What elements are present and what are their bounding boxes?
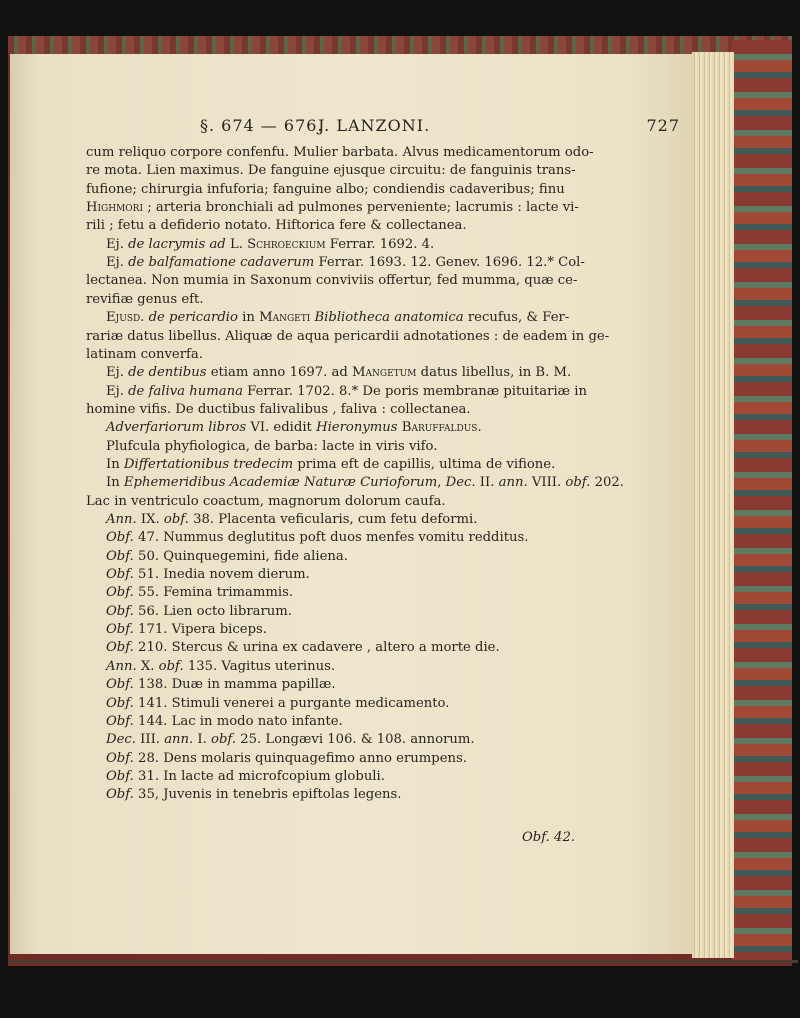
text-line bbox=[106, 603, 292, 621]
text-run: prima eft de capillis, ultima de vifione. bbox=[293, 456, 556, 472]
italic-text: Obf. bbox=[106, 640, 134, 656]
italic-text: de lacrymis ad bbox=[128, 236, 226, 252]
running-header bbox=[200, 116, 680, 138]
text-run: 171. Vipera biceps. bbox=[133, 622, 267, 638]
text-run: Ej. bbox=[106, 383, 129, 399]
italic-text: Obf. bbox=[106, 622, 134, 638]
text-line bbox=[106, 474, 624, 492]
section-range: §. 674 — 676. bbox=[200, 116, 324, 135]
text-line bbox=[86, 217, 467, 235]
text-run: 56. Lien octo librarum. bbox=[133, 603, 292, 619]
text-run: 210. Stercus & urina ex cadavere , altero a morte die. bbox=[133, 640, 500, 656]
italic-text: Ann. bbox=[106, 512, 137, 527]
text-line bbox=[106, 529, 528, 547]
text-run: L. bbox=[225, 236, 248, 252]
italic-text: Obf. bbox=[106, 787, 134, 803]
text-run: X. bbox=[136, 658, 159, 674]
text-run: Ferrar. 1702. 8.* De poris membranæ pituitariæ in bbox=[242, 383, 587, 399]
italic-text: de faliva humana bbox=[128, 383, 243, 399]
italic-text: de dentibus bbox=[128, 365, 207, 381]
text-line bbox=[106, 676, 336, 694]
text-run: datus libellus, in B. M. bbox=[416, 365, 572, 381]
italic-text: Dec. bbox=[106, 732, 136, 748]
italic-text: de balfamatione cadaverum bbox=[128, 255, 315, 271]
text-run: 50. Quinquegemini, fide aliena. bbox=[133, 548, 348, 564]
text-run: VI. edidit bbox=[246, 420, 317, 436]
text-line bbox=[106, 566, 310, 584]
small-caps-name: Mangeti bbox=[259, 310, 311, 326]
text-run: ; arteria bronchiali ad pulmones perveniente; lacrumis : lacte vi- bbox=[143, 200, 579, 216]
text-line bbox=[106, 236, 434, 254]
italic-text: Dec. bbox=[445, 475, 476, 491]
text-run: In bbox=[106, 456, 124, 472]
text-line bbox=[106, 658, 335, 676]
text-line bbox=[106, 456, 555, 474]
italic-text: Obf. bbox=[106, 567, 134, 583]
text-run: re mota. Lien maximus. De fanguine ejusque circuitu: de fanguinis trans- bbox=[86, 163, 576, 179]
italic-text: Obf. bbox=[106, 585, 134, 601]
italic-text: Obf. bbox=[106, 750, 134, 766]
italic-text: Obf. bbox=[106, 603, 134, 619]
text-run: revifiæ genus eft. bbox=[86, 291, 204, 307]
small-caps-name: Mangetum bbox=[352, 365, 417, 381]
italic-text: obf. bbox=[211, 732, 237, 748]
text-run: 144. Lac in modo nato infante. bbox=[133, 713, 343, 729]
italic-text: Ann. bbox=[106, 658, 137, 674]
text-run: 138. Duæ in mamma papillæ. bbox=[133, 677, 336, 693]
text-line bbox=[106, 254, 585, 272]
italic-text: obf. bbox=[158, 658, 184, 674]
small-caps-name: Baruffaldus bbox=[401, 420, 478, 436]
italic-text: Differtationibus tredecim bbox=[123, 456, 294, 472]
text-run: 47. Nummus deglutitus poft duos menfes vomitu redditus. bbox=[133, 530, 529, 546]
text-line bbox=[86, 493, 446, 511]
text-line bbox=[106, 768, 385, 786]
text-run: 51. Inedia novem dierum. bbox=[133, 567, 310, 583]
page-number: 727 bbox=[646, 116, 680, 135]
text-line bbox=[106, 309, 569, 327]
text-line bbox=[106, 548, 348, 566]
text-run: 35, Juvenis in tenebris epiftolas legens. bbox=[133, 787, 402, 803]
italic-text: Obf. bbox=[106, 768, 134, 784]
text-run: Ej. bbox=[106, 365, 129, 381]
text-line bbox=[106, 621, 267, 639]
page-edges bbox=[692, 52, 734, 958]
text-line bbox=[106, 695, 449, 713]
text-run: recufus, & Fer- bbox=[463, 310, 570, 326]
text-run: I. bbox=[193, 732, 212, 748]
text-run: Ej. bbox=[106, 255, 129, 271]
text-run: Ferrar. 1693. 12. Genev. 1696. 12.* Col- bbox=[314, 255, 585, 271]
italic-text: Ephemeridibus Academiæ Naturæ Curioforum bbox=[123, 475, 438, 491]
text-line bbox=[106, 584, 293, 602]
text-line bbox=[106, 511, 477, 529]
text-line bbox=[106, 713, 343, 731]
text-run: 38. Placenta veficularis, cum fetu deformi. bbox=[188, 512, 478, 527]
text-line bbox=[86, 401, 471, 419]
small-caps-name: Highmori bbox=[86, 200, 144, 216]
author-name: J. LANZONI. bbox=[318, 116, 431, 135]
italic-text: Hieronymus bbox=[316, 420, 398, 436]
text-line bbox=[106, 438, 437, 456]
text-line bbox=[86, 181, 565, 199]
text-run: 25. Longævi 106. & 108. annorum. bbox=[236, 732, 475, 748]
italic-text: obf. bbox=[163, 512, 189, 527]
marbled-cover-right bbox=[732, 40, 792, 960]
italic-text: ann. bbox=[164, 732, 194, 748]
bottom-edge bbox=[8, 960, 798, 963]
text-line bbox=[86, 144, 594, 162]
text-run: 141. Stimuli venerei a purgante medicamento. bbox=[133, 695, 450, 711]
text-run: Plufcula phyfiologica, de barba: lacte in viris vifo. bbox=[106, 438, 438, 454]
text-run: cum reliquo corpore confenfu. Mulier barbata. Alvus medicamentorum odo- bbox=[86, 145, 594, 160]
italic-text: Adverfariorum libros bbox=[106, 420, 247, 436]
text-run: 135. Vagitus uterinus. bbox=[183, 658, 336, 674]
text-line bbox=[86, 199, 579, 217]
catchword: Obf. 42. bbox=[522, 830, 576, 845]
small-caps-name: Ejusd bbox=[106, 310, 141, 326]
text-run: VIII. bbox=[527, 475, 566, 491]
text-run: Ferrar. 1692. 4. bbox=[325, 236, 435, 252]
italic-text: Obf. bbox=[106, 530, 134, 546]
text-run: 31. In lacte ad microfcopium globuli. bbox=[133, 768, 385, 784]
text-run: rariæ datus libellus. Aliquæ de aqua pericardii adnotationes : de eadem in ge- bbox=[86, 328, 610, 344]
text-line bbox=[106, 750, 467, 768]
italic-text: de pericardio bbox=[148, 310, 238, 326]
text-run: IX. bbox=[136, 512, 164, 527]
text-run: . bbox=[477, 420, 482, 436]
text-run: in bbox=[237, 310, 260, 326]
text-line bbox=[106, 419, 482, 437]
text-line bbox=[86, 162, 576, 180]
text-run: . bbox=[140, 310, 149, 326]
text-run: Ej. bbox=[106, 236, 129, 252]
italic-text: Obf. bbox=[106, 695, 134, 711]
text-line bbox=[86, 328, 609, 346]
italic-text: Obf. bbox=[106, 677, 134, 693]
text-run: homine vifis. De ductibus falivalibus , faliva : collectanea. bbox=[86, 401, 471, 417]
text-run: , bbox=[437, 475, 446, 491]
text-line bbox=[86, 346, 203, 364]
italic-text: Obf. bbox=[106, 713, 134, 729]
text-line bbox=[86, 272, 577, 290]
text-run: fufione; chirurgia infuforia; fanguine albo; condiendis cadaveribus; finu bbox=[86, 181, 565, 197]
text-run: 202. bbox=[590, 475, 624, 491]
text-run: rili ; fetu a defiderio notato. Hiftorica fere & collectanea. bbox=[86, 218, 467, 234]
text-run: In bbox=[106, 475, 124, 491]
italic-text: obf. bbox=[565, 475, 591, 491]
text-line bbox=[106, 383, 587, 401]
text-line bbox=[106, 364, 571, 382]
text-run: latinam converfa. bbox=[86, 346, 203, 362]
text-run: 28. Dens molaris quinquagefimo anno erumpens. bbox=[133, 750, 467, 766]
text-run: III. bbox=[135, 732, 165, 748]
italic-text: Obf. bbox=[106, 548, 134, 564]
marbled-cover-top bbox=[8, 36, 792, 56]
text-line bbox=[106, 639, 500, 657]
text-run: 55. Femina trimammis. bbox=[133, 585, 294, 601]
text-run: II. bbox=[475, 475, 499, 491]
italic-text: ann. bbox=[498, 475, 528, 491]
text-run: etiam anno 1697. ad bbox=[206, 365, 353, 381]
text-run: lectanea. Non mumia in Saxonum conviviis offertur, fed mumma, quæ ce- bbox=[86, 273, 578, 289]
text-run: Lac in ventriculo coactum, magnorum dolorum caufa. bbox=[86, 493, 446, 509]
text-line bbox=[106, 731, 475, 749]
text-line bbox=[106, 786, 402, 804]
text-line bbox=[86, 291, 204, 309]
italic-text: Bibliotheca anatomica bbox=[314, 310, 464, 326]
small-caps-name: Schroeckium bbox=[247, 236, 326, 252]
